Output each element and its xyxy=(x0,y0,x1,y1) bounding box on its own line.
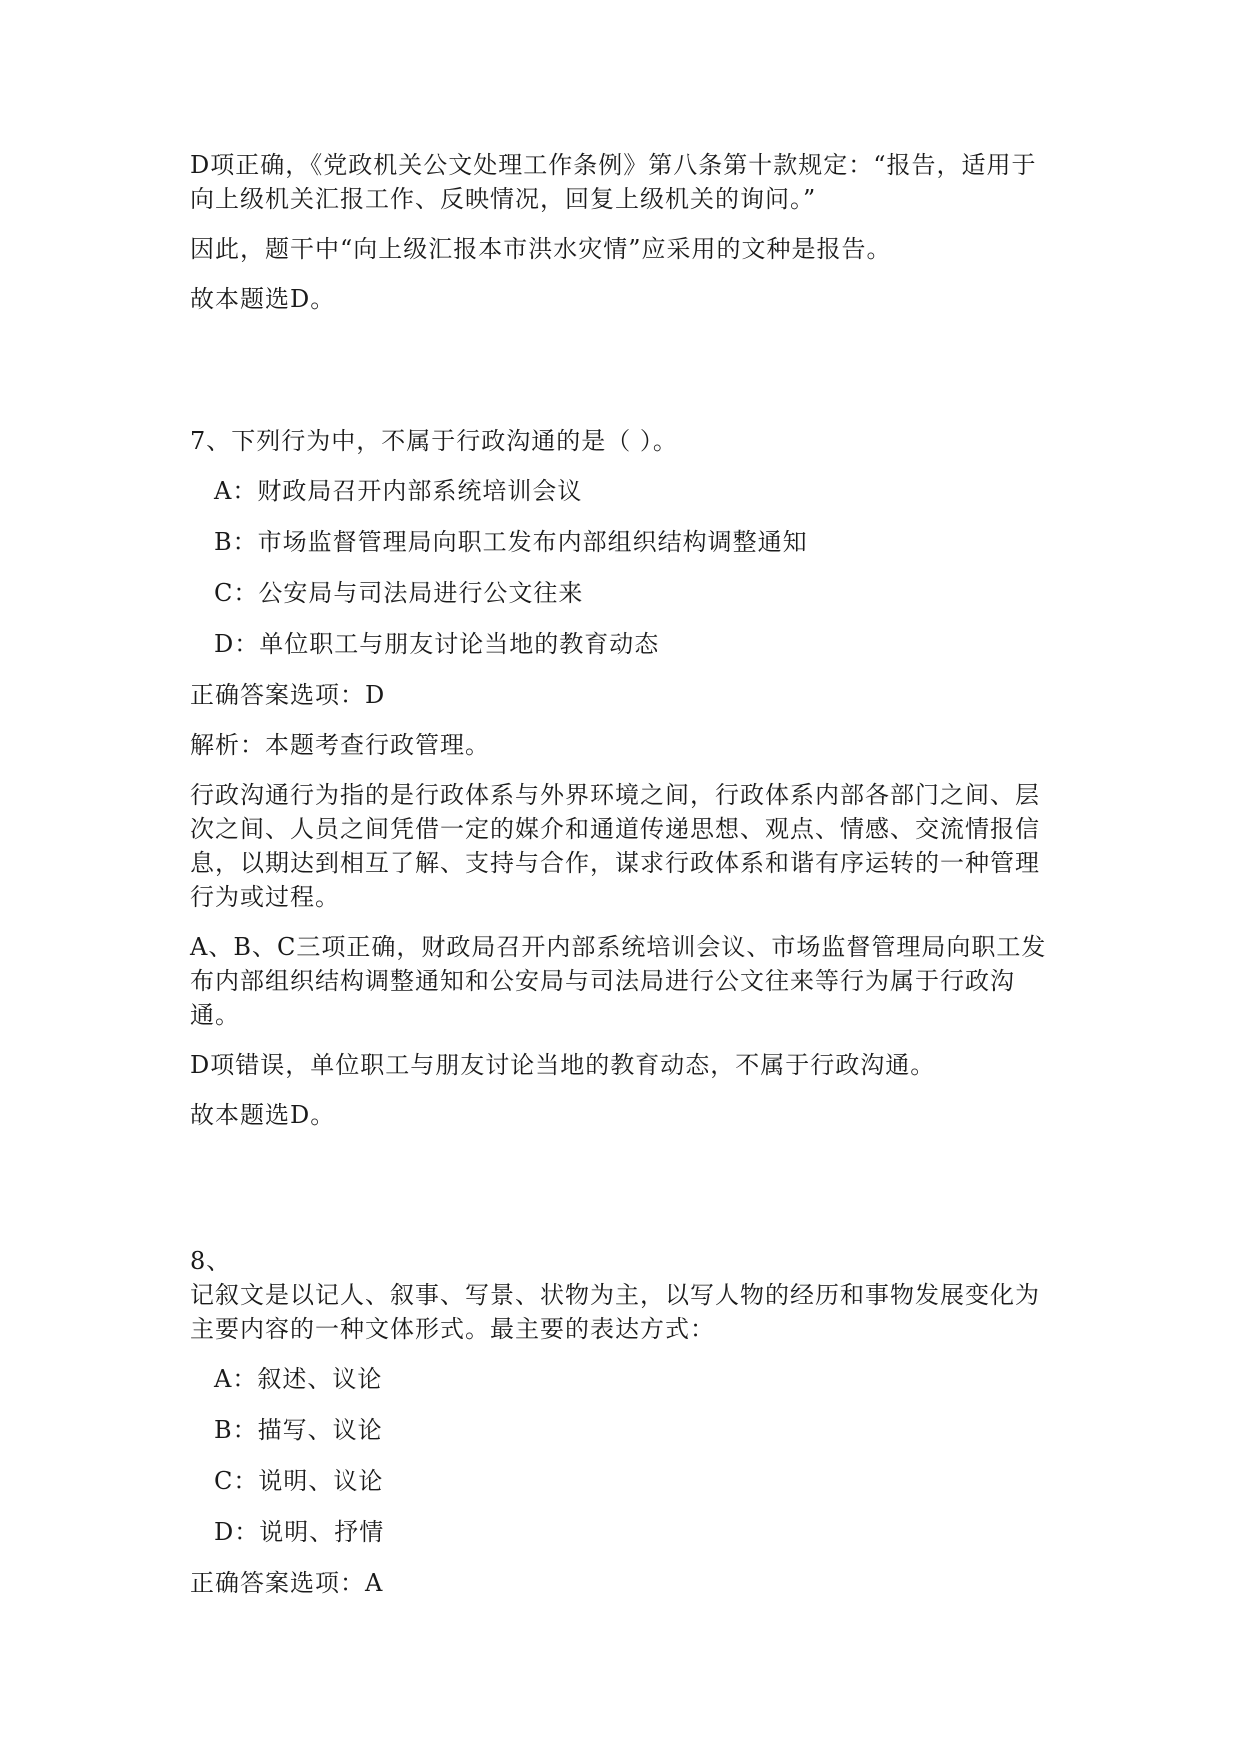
question-7-option-a: A：财政局召开内部系统培训会议 xyxy=(214,477,583,505)
question-8-option-c: C：说明、议论 xyxy=(214,1467,384,1495)
question-8-stem: 记叙文是以记人、叙事、写景、状物为主，以写人物的经历和事物发展变化为主要内容的一种文体形式。最主要的表达方式： xyxy=(190,1281,1040,1343)
conclusion-text: 故本题选D。 xyxy=(190,1101,336,1129)
explanation-paragraph: 因此，题干中“向上级汇报本市洪水灾情”应采用的文种是报告。 xyxy=(190,235,892,263)
question-7-option-d: D：单位职工与朋友讨论当地的教育动态 xyxy=(214,630,660,658)
question-8-option-d: D：说明、抒情 xyxy=(214,1518,385,1546)
question-7-stem: 7、下列行为中，不属于行政沟通的是（ ）。 xyxy=(190,427,678,455)
question-8-answer: 正确答案选项：A xyxy=(190,1569,384,1597)
question-7-answer: 正确答案选项：D xyxy=(190,681,386,709)
question-7-option-c: C：公安局与司法局进行公文往来 xyxy=(214,579,584,607)
conclusion-text: 故本题选D。 xyxy=(190,285,336,313)
question-8-number: 8、 xyxy=(190,1247,232,1275)
question-8-option-a: A：叙述、议论 xyxy=(214,1365,383,1393)
explanation-paragraph: D项错误，单位职工与朋友讨论当地的教育动态，不属于行政沟通。 xyxy=(190,1051,936,1079)
explanation-paragraph: A、B、C三项正确，财政局召开内部系统培训会议、市场监督管理局向职工发布内部组织结构调整通知和公安局与司法局进行公文往来等行为属于行政沟通。 xyxy=(190,933,1047,1029)
explanation-paragraph: D项正确，《党政机关公文处理工作条例》第八条第十款规定：“报告，适用于向上级机关汇报工作、反映情况，回复上级机关的询问。” xyxy=(190,151,1037,213)
question-7-option-b: B：市场监督管理局向职工发布内部组织结构调整通知 xyxy=(214,528,808,556)
explanation-paragraph: 行政沟通行为指的是行政体系与外界环境之间，行政体系内部各部门之间、层次之间、人员之间凭借一定的媒介和通道传递思想、观点、情感、交流情报信息，以期达到相互了解、支持与合作，谋求行政体系和谐有序运转的一种管理行为或过程。 xyxy=(190,781,1040,911)
question-8-option-b: B：描写、议论 xyxy=(214,1416,383,1444)
document-page xyxy=(190,148,1050,1616)
question-7-analysis: 解析：本题考查行政管理。 xyxy=(190,731,490,759)
